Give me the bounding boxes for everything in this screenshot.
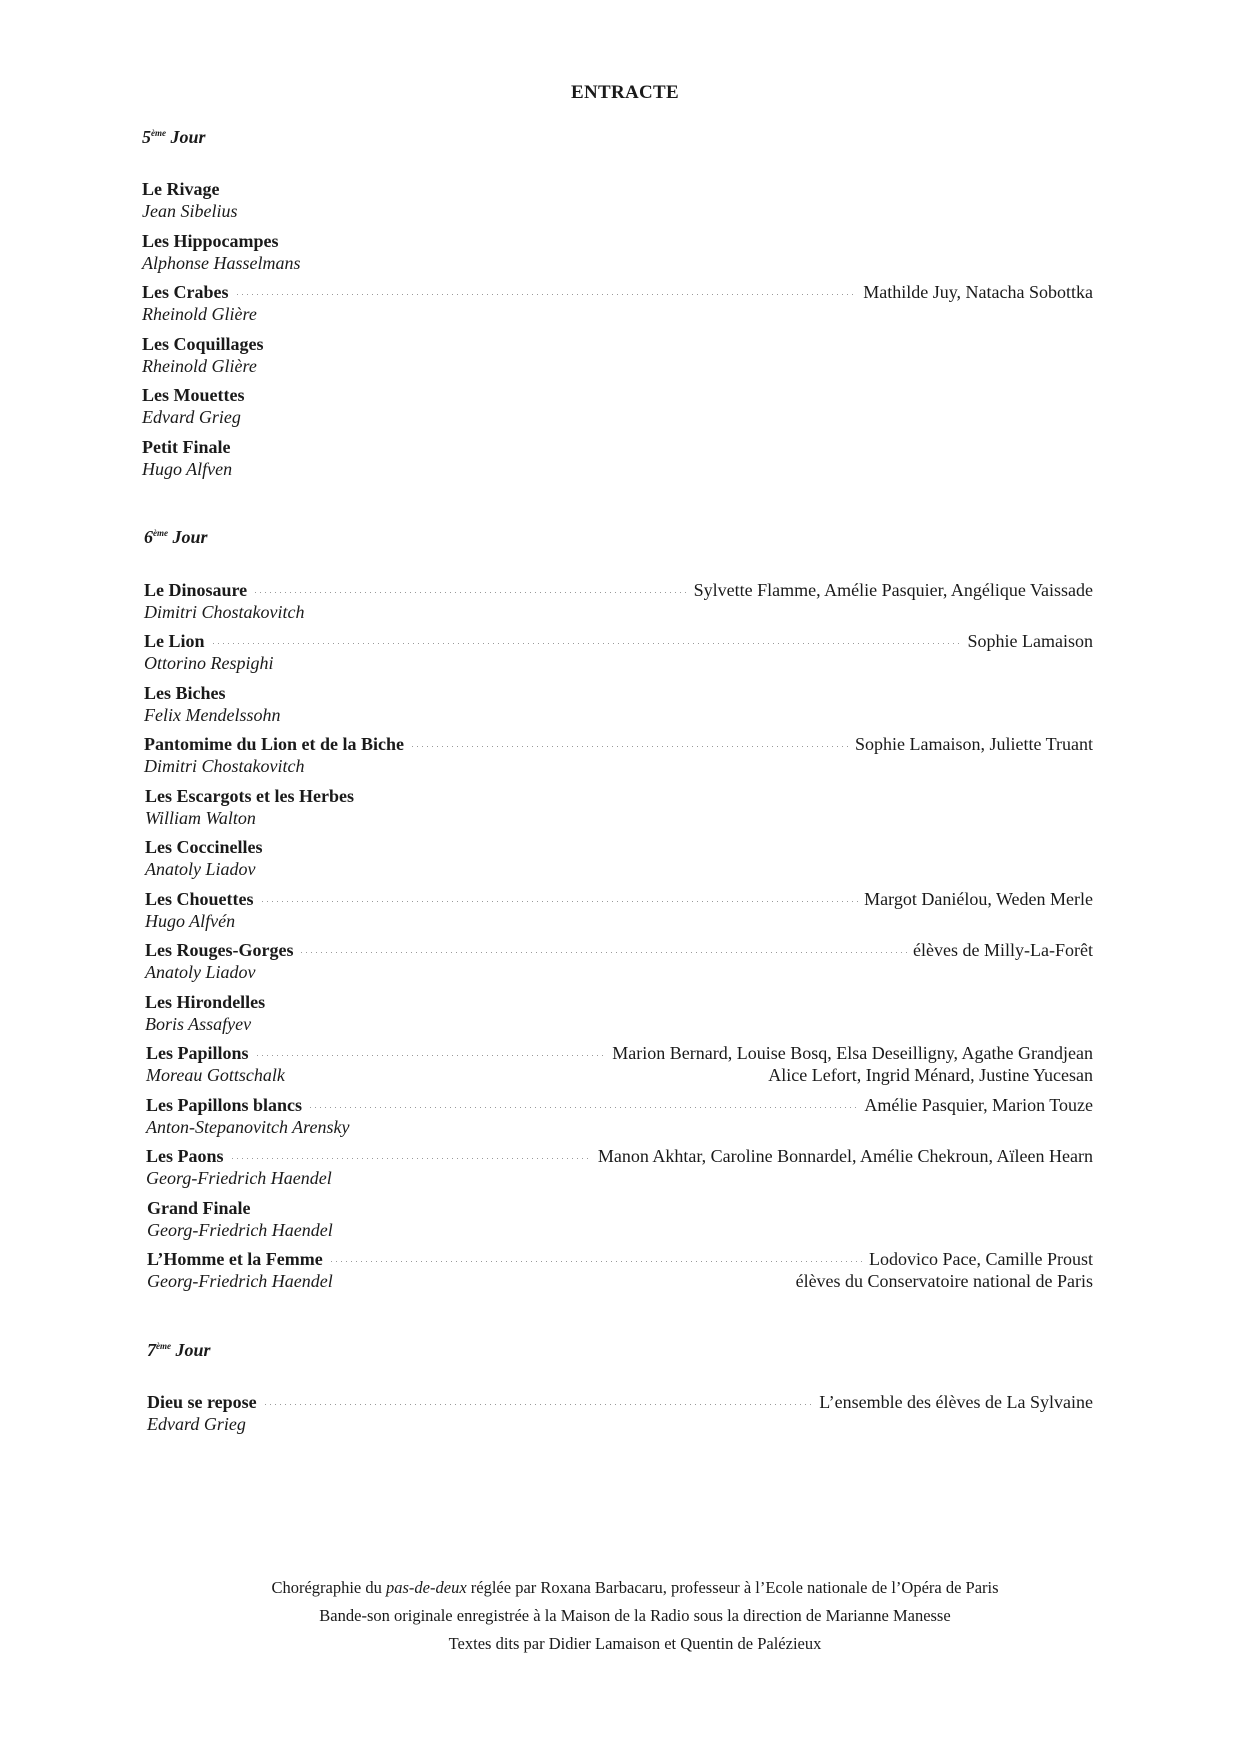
entry-composer-row	[147, 1220, 1093, 1242]
program-entry	[147, 1392, 1093, 1436]
entry-composer-row	[146, 1065, 1093, 1087]
performers: Margot Daniélou, Weden Merle	[864, 889, 1093, 909]
piece-title: Le Rivage	[142, 179, 220, 199]
day-suffix: ème	[156, 1341, 171, 1351]
performers: Sophie Lamaison	[967, 631, 1093, 651]
performers: Sylvette Flamme, Amélie Pasquier, Angélique Vaissade	[693, 580, 1093, 600]
entry-title-row	[147, 1198, 1093, 1220]
page-title: ENTRACTE	[571, 82, 679, 103]
piece-title: Le Dinosaure	[144, 580, 248, 600]
entry-composer-row	[145, 962, 1093, 984]
performers: L’ensemble des élèves de La Sylvaine	[819, 1392, 1093, 1412]
program-entry	[145, 889, 1093, 933]
piece-title: Les Crabes	[142, 282, 229, 302]
composer: Hugo Alfven	[142, 459, 233, 479]
entry-title-row	[147, 1392, 1093, 1414]
piece-title: Les Chouettes	[145, 889, 254, 909]
day-word: Jour	[170, 127, 206, 147]
piece-title: Les Paons	[146, 1146, 224, 1166]
credit-soundtrack: Bande-son originale enregistrée à la Maison de la Radio sous la direction de Marianne Manesse	[319, 1606, 951, 1625]
program-entry	[142, 179, 1093, 223]
dot-leader	[263, 1404, 814, 1405]
entry-composer-row	[146, 1117, 1093, 1139]
day-number: 6	[144, 527, 153, 547]
entry-title-row	[145, 992, 1093, 1014]
entry-composer-row	[142, 356, 1093, 378]
credit-voices: Textes dits par Didier Lamaison et Quentin de Palézieux	[448, 1634, 822, 1653]
dot-leader	[255, 1055, 607, 1056]
entry-composer-row	[144, 756, 1093, 778]
performers: Mathilde Juy, Natacha Sobottka	[863, 282, 1093, 302]
program-entry	[144, 580, 1093, 624]
program-entry	[145, 940, 1093, 984]
program-entry	[142, 437, 1093, 481]
program-entry	[145, 837, 1093, 881]
program-entry	[142, 282, 1093, 326]
piece-title: Les Coquillages	[142, 334, 264, 354]
entry-title-row	[144, 631, 1093, 653]
piece-title: Dieu se repose	[147, 1392, 257, 1412]
piece-title: Les Papillons	[146, 1043, 249, 1063]
piece-title: Petit Finale	[142, 437, 231, 457]
dot-leader	[410, 746, 849, 747]
entry-composer-row	[145, 911, 1093, 933]
day-suffix: ème	[151, 128, 166, 138]
entry-composer-row	[144, 602, 1093, 624]
credit-italic: pas-de-deux	[386, 1578, 467, 1597]
composer: Felix Mendelssohn	[144, 705, 281, 725]
program-entry	[147, 1198, 1093, 1242]
day-word: Jour	[172, 527, 208, 547]
composer: Ottorino Respighi	[144, 653, 274, 673]
entry-composer-row	[142, 459, 1093, 481]
day-number: 5	[142, 127, 151, 147]
performers-continued: Alice Lefort, Ingrid Ménard, Justine Yucesan	[768, 1065, 1093, 1085]
entry-title-row	[146, 1043, 1093, 1065]
day-heading-6	[144, 527, 208, 548]
dot-leader	[329, 1261, 863, 1262]
composer: Dimitri Chostakovitch	[144, 602, 305, 622]
entry-composer-row	[145, 859, 1093, 881]
credit-choreography	[0, 1574, 1240, 1602]
entry-title-row	[146, 1095, 1093, 1117]
performers: Marion Bernard, Louise Bosq, Elsa Deseilligny, Agathe Grandjean	[612, 1043, 1093, 1063]
entry-title-row	[142, 437, 1093, 459]
entry-title-row	[142, 231, 1093, 253]
piece-title: Le Lion	[144, 631, 205, 651]
composer: Dimitri Chostakovitch	[144, 756, 305, 776]
entry-composer-row	[144, 653, 1093, 675]
program-entry	[146, 1146, 1093, 1190]
performers: élèves de Milly-La-Forêt	[913, 940, 1093, 960]
composer: Georg-Friedrich Haendel	[146, 1168, 332, 1188]
dot-leader	[235, 294, 858, 295]
entry-title-row	[145, 940, 1093, 962]
entry-composer-row	[146, 1168, 1093, 1190]
entry-composer-row	[144, 705, 1093, 727]
dot-leader	[253, 592, 687, 593]
composer: Edvard Grieg	[147, 1414, 246, 1434]
piece-title: L’Homme et la Femme	[147, 1249, 323, 1269]
program-entry	[144, 683, 1093, 727]
program-entry	[142, 231, 1093, 275]
composer: William Walton	[145, 808, 256, 828]
performers: Lodovico Pace, Camille Proust	[869, 1249, 1093, 1269]
piece-title: Les Escargots et les Herbes	[145, 786, 354, 806]
entry-composer-row	[145, 1014, 1093, 1036]
composer: Georg-Friedrich Haendel	[147, 1220, 333, 1240]
composer: Alphonse Hasselmans	[142, 253, 301, 273]
composer: Edvard Grieg	[142, 407, 241, 427]
dot-leader	[308, 1107, 858, 1108]
piece-title: Les Hirondelles	[145, 992, 266, 1012]
day-heading-7	[147, 1340, 211, 1361]
piece-title: Les Hippocampes	[142, 231, 279, 251]
credit-text: réglée par Roxana Barbacaru, professeur à l’Ecole nationale de l’Opéra de Paris	[466, 1578, 999, 1597]
composer: Rheinold Glière	[142, 356, 257, 376]
piece-title: Les Rouges-Gorges	[145, 940, 294, 960]
piece-title: Les Biches	[144, 683, 226, 703]
performers: Sophie Lamaison, Juliette Truant	[855, 734, 1093, 754]
composer: Anton-Stepanovitch Arensky	[146, 1117, 350, 1137]
entry-composer-row	[142, 407, 1093, 429]
entry-composer-row	[142, 253, 1093, 275]
composer: Jean Sibelius	[142, 201, 238, 221]
entry-title-row	[144, 734, 1093, 756]
composer: Hugo Alfvén	[145, 911, 236, 931]
entry-title-row	[144, 683, 1093, 705]
entry-title-row	[145, 786, 1093, 808]
dot-leader	[260, 901, 859, 902]
piece-title: Les Papillons blancs	[146, 1095, 303, 1115]
entry-composer-row	[142, 304, 1093, 326]
program-entry	[145, 992, 1093, 1036]
piece-title: Les Coccinelles	[145, 837, 263, 857]
entry-title-row	[142, 334, 1093, 356]
day-word: Jour	[175, 1340, 211, 1360]
entry-title-row	[147, 1249, 1093, 1271]
piece-title: Grand Finale	[147, 1198, 251, 1218]
program-entry	[146, 1043, 1093, 1087]
credits	[0, 1574, 1240, 1658]
entry-title-row	[145, 837, 1093, 859]
entry-composer-row	[145, 808, 1093, 830]
day-heading-5	[142, 127, 206, 148]
day-suffix: ème	[153, 528, 168, 538]
performers-continued: élèves du Conservatoire national de Paris	[795, 1271, 1093, 1291]
performers: Manon Akhtar, Caroline Bonnardel, Amélie Chekroun, Aïleen Hearn	[597, 1146, 1093, 1166]
dot-leader	[211, 643, 962, 644]
day-number: 7	[147, 1340, 156, 1360]
performers: Amélie Pasquier, Marion Touze	[864, 1095, 1093, 1115]
program-entry	[142, 334, 1093, 378]
entry-composer-row	[142, 201, 1093, 223]
entry-title-row	[142, 282, 1093, 304]
entry-composer-row	[147, 1414, 1093, 1436]
composer: Rheinold Glière	[142, 304, 257, 324]
composer: Boris Assafyev	[145, 1014, 252, 1034]
entry-title-row	[144, 580, 1093, 602]
composer: Georg-Friedrich Haendel	[147, 1271, 333, 1291]
entry-title-row	[142, 385, 1093, 407]
program-entry	[145, 786, 1093, 830]
entry-title-row	[145, 889, 1093, 911]
piece-title: Pantomime du Lion et de la Biche	[144, 734, 404, 754]
entry-title-row	[146, 1146, 1093, 1168]
dot-leader	[230, 1158, 592, 1159]
entry-title-row	[142, 179, 1093, 201]
program-entry	[146, 1095, 1093, 1139]
dot-leader	[299, 952, 907, 953]
entry-composer-row	[147, 1271, 1093, 1293]
program-entry	[144, 734, 1093, 778]
credit-text: Chorégraphie du	[271, 1578, 387, 1597]
program-entry	[142, 385, 1093, 429]
piece-title: Les Mouettes	[142, 385, 245, 405]
composer: Anatoly Liadov	[145, 859, 256, 879]
composer: Moreau Gottschalk	[146, 1065, 285, 1085]
program-entry	[147, 1249, 1093, 1293]
program-entry	[144, 631, 1093, 675]
composer: Anatoly Liadov	[145, 962, 256, 982]
